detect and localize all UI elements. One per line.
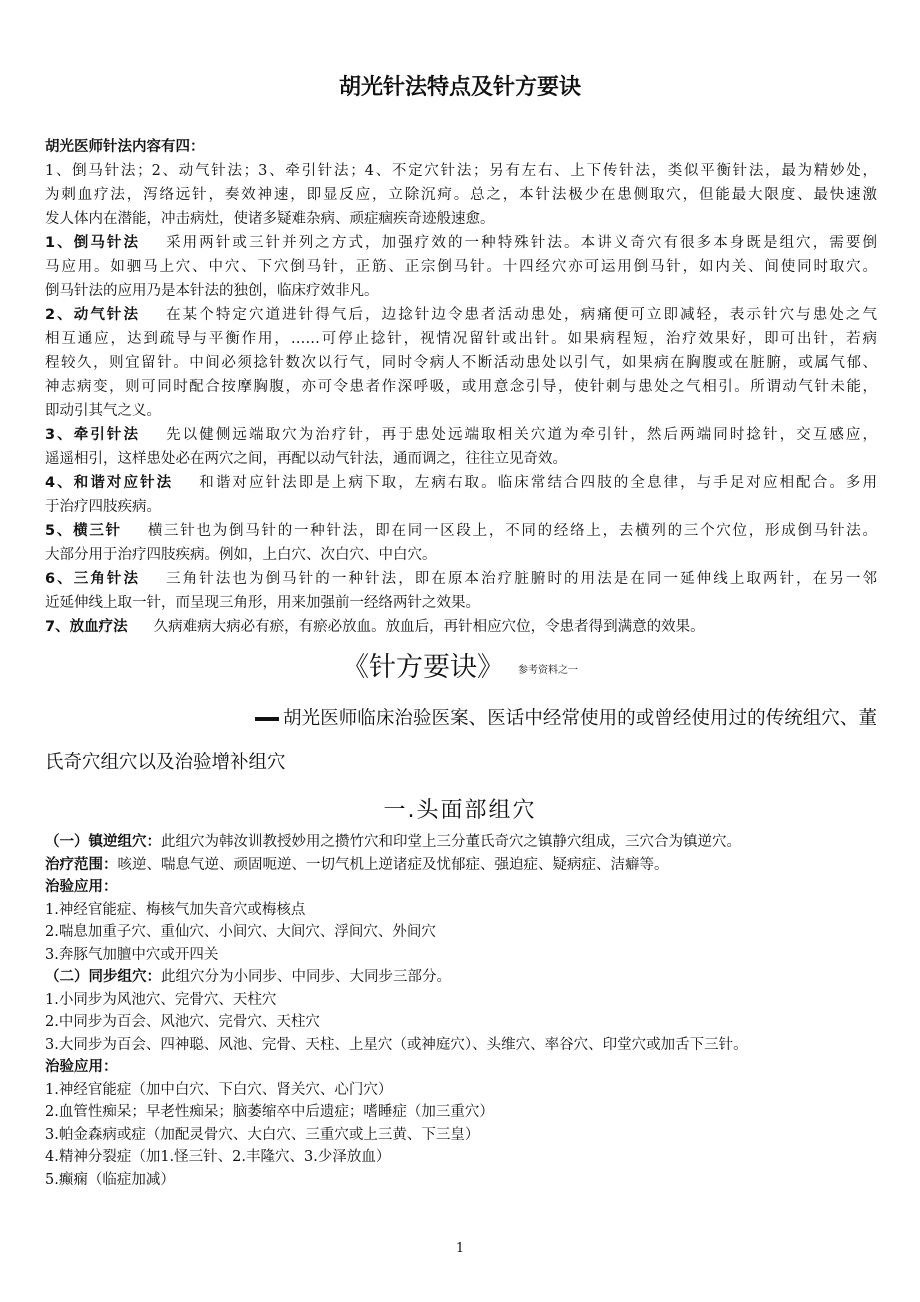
list-item: 4.精神分裂症（加1.怪三针、2.丰隆穴、3.少泽放血） [45, 1149, 391, 1165]
group-label: （一）镇逆组穴： [45, 834, 161, 850]
list-item: 2.喘息加重子穴、重仙穴、小间穴、大间穴、浮间穴、外间穴 [45, 924, 436, 940]
method-title: 3、牵引针法 [45, 427, 141, 443]
method-6-line [45, 567, 877, 591]
methods-section [45, 135, 877, 639]
method-title: 4、和谐对应针法 [45, 475, 174, 491]
method-line: 神志病变，则可同时配合按摩胸腹，亦可令患者作深呼吸，或用意念引导，使针刺与患处之气相引。所谓动气针未能， [45, 379, 877, 395]
method-title: 5、横三针 [45, 523, 122, 539]
group-label: （二）同步组穴： [45, 969, 161, 985]
method-line: 近延伸线上取一针，而呈现三角形，用来加强前一经络两针之效果。 [45, 595, 480, 611]
groups-section [45, 831, 877, 1191]
page-number: 1 [455, 1241, 465, 1256]
method-2-line [45, 303, 877, 327]
section-note: 参考资料之一 [518, 665, 578, 676]
apply-label: 治验应用： [45, 879, 118, 895]
method-text: 先以健侧远端取穴为治疗针，再于患处远端取相关穴道为牵引针，然后两端同时捻针，交互感应， [166, 427, 877, 443]
method-text: 在某个特定穴道进针得气后，边捻针边令患者活动患处，病痛便可立即减轻，表示针穴与患处之气 [166, 307, 877, 323]
method-text: 采用两针或三针并列之方式，加强疗效的一种特殊针法。本讲义奇穴有很多本身既是组穴，需要倒 [166, 235, 877, 251]
apply-label: 治验应用： [45, 1059, 118, 1075]
method-title: 1、倒马针法 [45, 235, 141, 251]
list-item: 5.癫痫（临症加减） [45, 1171, 175, 1188]
group-1-intro [45, 831, 877, 854]
subtitle-line [255, 704, 877, 730]
list-item: 3.帕金森病或症（加配灵骨穴、大白穴、三重穴或上三黄、下三皇） [45, 1126, 480, 1143]
method-title: 7、放血疗法 [45, 619, 128, 635]
document-title: 胡光针法特点及针方要诀 [338, 75, 581, 100]
part-heading: 一.头面部组穴 [383, 798, 537, 823]
list-item: 2.血管性痴呆；早老性痴呆；脑萎缩卒中后遗症；嗜睡症（加三重穴） [45, 1104, 494, 1120]
intro-line: 1、倒马针法；2、动气针法；3、牵引针法；4、不定穴针法；另有左右、上下传针法，类似平衡针法，最为精妙处， [45, 163, 877, 179]
intro-line: 为刺血疗法，泻络远针，奏效神速，即显反应，立除沉疴。总之，本针法极少在患侧取穴，但能最大限度、最快速激 [45, 187, 877, 203]
method-text: 横三针也为倒马针的一种针法，即在同一区段上，不同的经络上，去横列的三个穴位，形成倒马针法。 [147, 523, 877, 539]
list-item: 3.大同步为百会、四神聪、风池、完骨、天柱、上星穴（或神庭穴）、头维穴、率谷穴、印堂穴或加舌下三针。 [45, 1036, 748, 1053]
group-text: 此组穴为韩汝训教授妙用之攒竹穴和印堂上三分董氏奇穴之镇静穴组成，三穴合为镇逆穴。 [161, 834, 741, 850]
list-item: 3.奔豚气加膻中穴或开四关 [45, 946, 219, 963]
group-2-intro [45, 966, 877, 989]
method-4-line [45, 471, 877, 495]
section-heading [0, 645, 920, 684]
method-title: 2、动气针法 [45, 307, 141, 323]
method-text: 三角针法也为倒马针的一种针法，即在原本治疗脏腑时的用法是在同一延伸线上取两针，在另一邻 [166, 571, 877, 587]
subtitle-line: 氏奇穴组穴以及治验增补组穴 [45, 752, 286, 773]
intro-heading: 胡光医师针法内容有四： [45, 139, 205, 155]
scope-text: 咳逆、喘息气逆、顽固呃逆、一切气机上逆诸症及忧郁症、强迫症、疑病症、洁癖等。 [117, 856, 669, 873]
method-line: 相互通应，达到疏导与平衡作用，……可停止捻针，视情况留针或出针。如果病程短，治疗效果好，即可出针，若病 [45, 331, 877, 347]
method-line: 于治疗四肢疾病。 [45, 499, 161, 515]
scope-label: 治疗范围： [45, 856, 118, 873]
dash-mark [255, 717, 279, 721]
method-5-line [45, 519, 877, 543]
group-1-scope [45, 854, 877, 877]
list-item: 2.中同步为百会、风池穴、完骨穴、天柱穴 [45, 1014, 320, 1030]
method-line: 程较久，则宜留针。中间必须捻针数次以行气，同时令病人不断活动患处以引气，如果病在胸腹或在脏腑，或属气郁、 [45, 355, 877, 371]
list-item: 1.神经官能症（加中白穴、下白穴、肾关穴、心门穴） [45, 1081, 393, 1098]
group-text: 此组穴分为小同步、中同步、大同步三部分。 [161, 969, 451, 985]
method-3-line [45, 423, 877, 447]
method-line: 倒马针法的应用乃是本针法的独创，临床疗效非凡。 [45, 283, 379, 299]
intro-line: 发人体内在潜能，冲击病灶，使诸多疑难杂病、顽症痼疾奇迹般速愈。 [45, 211, 495, 227]
method-1-line [45, 231, 877, 255]
section-title: 《针方要诀》 [342, 652, 504, 683]
method-7-line [45, 615, 877, 639]
method-line: 大部分用于治疗四肢疾病。例如，上白穴、次白穴、中白穴。 [45, 547, 437, 563]
subtitle-text: 胡光医师临床治验医案、医话中经常使用的或曾经使用过的传统组穴、董 [283, 708, 877, 729]
method-text: 久病难病大病必有瘀，有瘀必放血。放血后，再针相应穴位，令患者得到满意的效果。 [153, 619, 705, 635]
method-line: 遥遥相引，这样患处必在两穴之间，再配以动气针法，通而调之，往往立见奇效。 [45, 451, 567, 467]
method-line: 马应用。如驷马上穴、中穴、下穴倒马针，正筋、正宗倒马针。十四经穴亦可运用倒马针，如内关、间使同时取穴。 [45, 259, 877, 275]
method-line: 即动引其气之义。 [45, 403, 161, 419]
list-item: 1.神经官能症、梅核气加失音穴或梅核点 [45, 901, 306, 918]
method-title: 6、三角针法 [45, 571, 141, 587]
method-text: 和谐对应针法即是上病下取，左病右取。临床常结合四肢的全息律，与手足对应相配合。多用 [199, 475, 877, 491]
list-item: 1.小同步为风池穴、完骨穴、天柱穴 [45, 991, 277, 1008]
